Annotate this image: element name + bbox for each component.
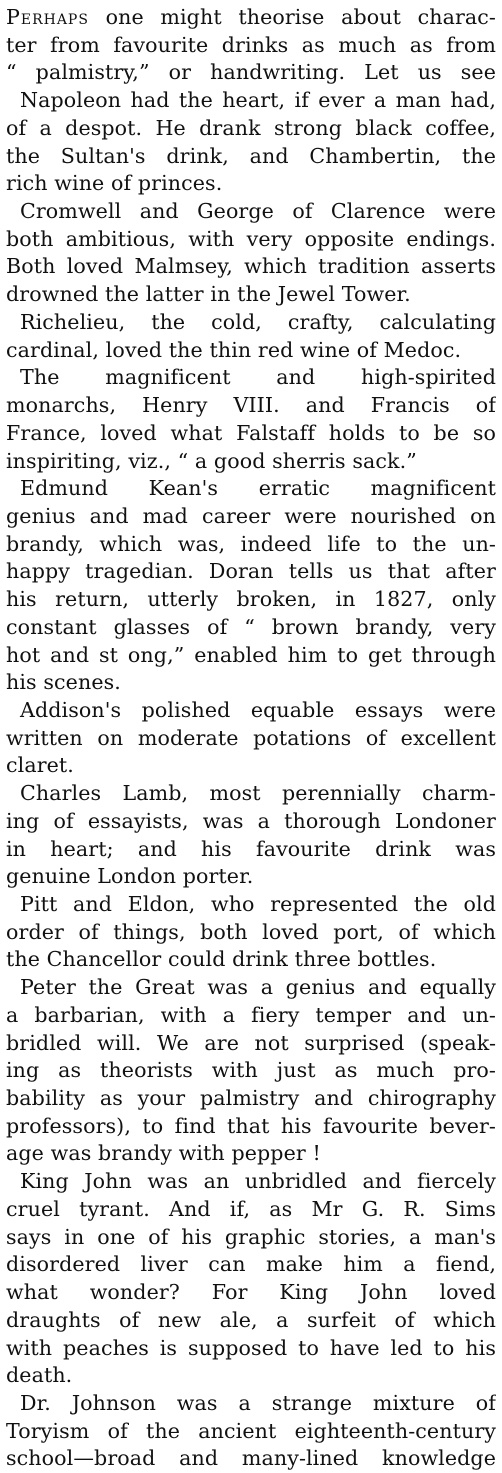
text-line-44: cruel tyrant. And if, as Mr G. R. Sims (6, 1196, 496, 1221)
text-line-6: the Sultan's drink, and Chambertin, the (6, 143, 496, 168)
text-line-15: monarchs, Henry VIII. and Francis of (6, 393, 496, 418)
text-line-50: death. (6, 1363, 73, 1388)
text-line-11: drowned the latter in the Jewel Tower. (6, 282, 411, 307)
text-line-8: Cromwell and George of Clarence were (20, 199, 496, 224)
text-line-23: constant glasses of “ brown brandy, very (6, 614, 496, 639)
text-line-1: Perhaps one might theorise about charac- (6, 5, 496, 29)
text-line-24: hot and st ong,” enabled him to get through (6, 642, 496, 667)
text-line-45: says in one of his graphic stories, a man's (6, 1224, 496, 1249)
text-line-30: ing of essayists, was a thorough Londoner (6, 808, 496, 833)
text-line-14: The magnificent and high-spirited (20, 365, 496, 390)
text-line-4: Napoleon had the heart, if ever a man had, (20, 88, 496, 113)
text-line-12: Richelieu, the cold, crafty, calculating (20, 309, 496, 334)
text-line-41: professors), to find that his favourite bever- (6, 1113, 496, 1138)
text-line-46: disordered liver can make him a fiend, (6, 1252, 496, 1277)
text-line-22: his return, utterly broken, in 1827, only (6, 587, 496, 612)
text-line-27: written on moderate potations of excellent (6, 725, 496, 750)
text-line-32: genuine London porter. (6, 864, 254, 889)
text-line-34: order of things, both loved port, of which (6, 919, 496, 944)
text-line-52: Toryism of the ancient eighteenth-century (6, 1418, 496, 1443)
text-line-17: inspiriting, viz., “ a good sherris sack.” (6, 448, 417, 473)
text-line-5: of a despot. He drank strong black coffee, (6, 115, 496, 140)
text-line-36: Peter the Great was a genius and equally (20, 975, 496, 1000)
text-line-43: King John was an unbridled and fiercely (20, 1169, 496, 1194)
text-line-33: Pitt and Eldon, who represented the old (20, 892, 496, 916)
text-line-51: Dr. Johnson was a strange mixture of (20, 1390, 496, 1415)
text-line-19: genius and mad career were nourished on (6, 503, 496, 528)
text-line-2: ter from favourite drinks as much as from (6, 32, 496, 57)
text-line-29: Charles Lamb, most perennially charm- (20, 781, 496, 806)
text-line-31: in heart; and his favourite drink was (6, 836, 496, 861)
text-line-25: his scenes. (6, 670, 121, 695)
text-line-28: claret. (6, 753, 74, 778)
text-line-10: Both loved Malmsey, which tradition asserts (6, 254, 496, 279)
text-line-37: a barbarian, with a fiery temper and un- (6, 1002, 496, 1027)
opening-word: Perhaps (6, 5, 89, 29)
text-line-39: ing as theorists with just as much pro- (6, 1058, 496, 1083)
text-line-26: Addison's polished equable essays were (20, 697, 496, 722)
text-line-42: age was brandy with pepper ! (6, 1141, 321, 1166)
text-line-18: Edmund Kean's erratic magnificent (20, 476, 496, 501)
text-line-48: draughts of new ale, a surfeit of which (6, 1307, 496, 1332)
text-line-49: with peaches is supposed to have led to his (6, 1335, 496, 1360)
text-line-9: both ambitious, with very opposite endings. (6, 226, 496, 251)
text-line-21: happy tragedian. Doran tells us that after (6, 559, 496, 584)
text-line-40: bability as your palmistry and chirography (6, 1086, 496, 1111)
text-line-35: the Chancellor could drink three bottles. (6, 947, 437, 972)
text-line-3: “ palmistry,” or handwriting. Let us see (6, 60, 496, 85)
text-line-38: bridled will. We are not surprised (speak- (6, 1030, 496, 1055)
text-line-20: brandy, which was, indeed life to the un- (6, 531, 496, 556)
text-line-53: school—broad and many-lined knowledge (6, 1446, 496, 1471)
text-line-7: rich wine of princes. (6, 171, 223, 196)
text-line-16: France, loved what Falstaff holds to be so (6, 420, 496, 445)
text-line-13: cardinal, loved the thin red wine of Medoc. (6, 337, 462, 362)
text-line-47: what wonder? For King John loved (6, 1280, 496, 1305)
